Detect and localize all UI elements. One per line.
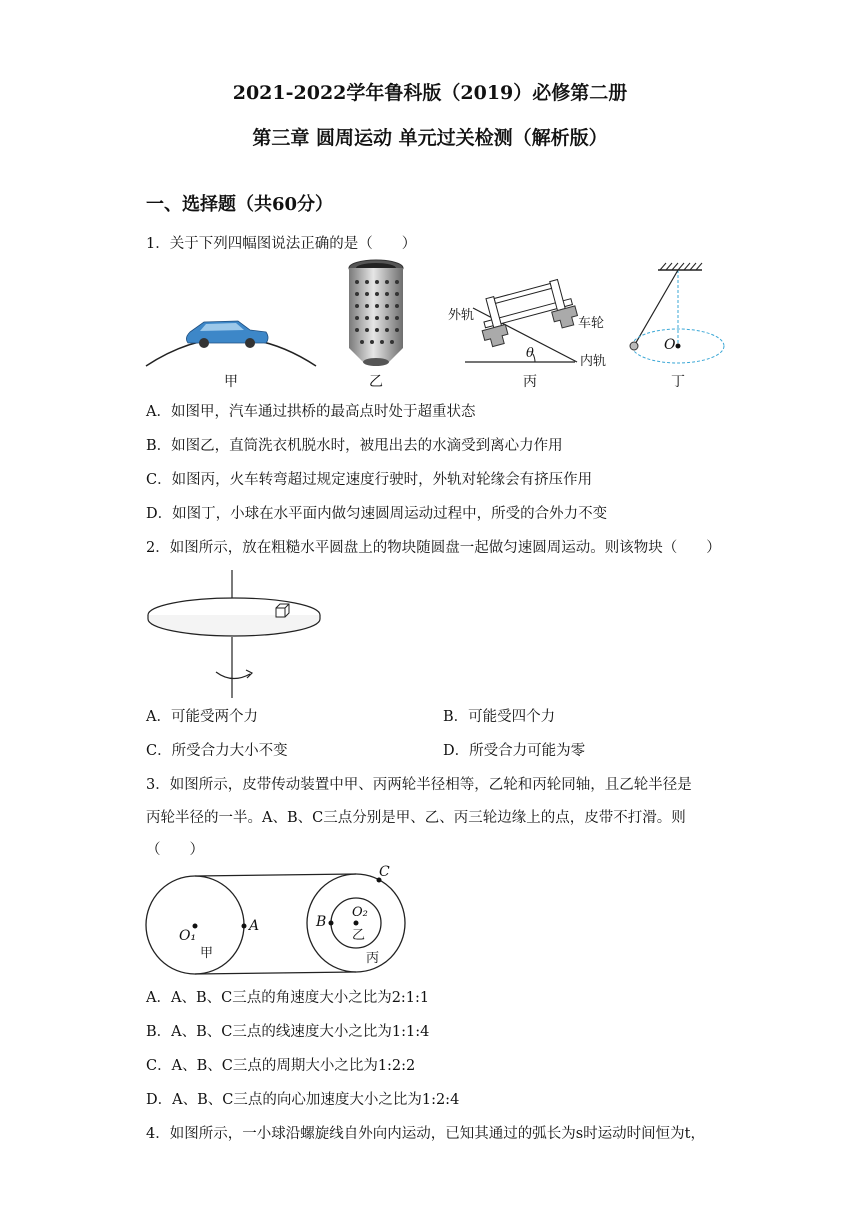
q2-option-a: A．可能受两个力 (146, 709, 258, 725)
document-title-line1: 2021-2022学年鲁科版（2019）必修第二册 (232, 82, 628, 104)
q2-option-b: B．可能受四个力 (443, 709, 556, 725)
q1-fig-label-wheel: 车轮 (578, 316, 605, 331)
q4-stem: 4．如图所示，一小球沿螺旋线自外向内运动，已知其通过的弧长为s时运动时间恒为t， (146, 1126, 705, 1142)
q2-stem: 2．如图所示，放在粗糙水平圆盘上的物块随圆盘一起做匀速圆周运动。则该物块（ ） (146, 540, 721, 556)
q3-fig-label-o1: O₁ (179, 928, 197, 944)
q1-fig-caption-bing: 丙 (523, 374, 537, 390)
q3-fig-label-jia: 甲 (200, 946, 214, 961)
q3-stem-line2: 丙轮半径的一半。A、B、C三点分别是甲、乙、丙三轮边缘上的点，皮带不打滑。则 (146, 810, 686, 826)
q3-figure-belt-drive (146, 866, 416, 986)
document-title-line2: 第三章 圆周运动 单元过关检测（解析版） (252, 127, 608, 149)
q1-fig-label-center-o: O (664, 337, 676, 353)
q1-fig-caption-jia: 甲 (224, 374, 238, 390)
q3-fig-label-yi: 乙 (352, 928, 366, 943)
q1-fig-label-theta: θ (526, 346, 534, 361)
q1-option-c: C．如图丙，火车转弯超过规定速度行驶时，外轨对轮缘会有挤压作用 (146, 472, 593, 488)
section-heading-multiple-choice: 一、选择题（共60分） (146, 194, 334, 215)
q1-fig-label-outer-rail: 外轨 (448, 308, 475, 323)
q3-stem-line1: 3．如图所示，皮带传动装置中甲、丙两轮半径相等，乙轮和丙轮同轴，且乙轮半径是 (146, 777, 692, 793)
q1-figure-conical-pendulum (628, 262, 728, 372)
q3-option-a: A．A、B、C三点的角速度大小之比为2:1:1 (146, 990, 430, 1006)
q2-option-d: D．所受合力可能为零 (443, 743, 586, 759)
q1-figure-car-bridge (146, 310, 316, 370)
q3-option-d: D．A、B、C三点的向心加速度大小之比为1:2:4 (146, 1092, 460, 1108)
q3-fig-label-c: C (379, 864, 390, 880)
q1-option-b: B．如图乙，直筒洗衣机脱水时，被甩出去的水滴受到离心力作用 (146, 438, 563, 454)
q1-stem: 1．关于下列四幅图说法正确的是（ ） (146, 236, 417, 252)
q1-fig-caption-yi: 乙 (369, 374, 383, 390)
q3-fig-label-b: B (316, 914, 327, 930)
q3-option-c: C．A、B、C三点的周期大小之比为1:2:2 (146, 1058, 416, 1074)
q1-option-d: D．如图丁，小球在水平面内做匀速圆周运动过程中，所受的合外力不变 (146, 506, 608, 522)
q3-fig-label-bing: 丙 (366, 951, 380, 966)
q1-figure-washer-drum (345, 258, 407, 368)
q2-figure-rotating-disk (146, 570, 326, 700)
q3-fig-label-a: A (249, 918, 260, 934)
q2-option-c: C．所受合力大小不变 (146, 743, 288, 759)
q1-option-a: A．如图甲，汽车通过拱桥的最高点时处于超重状态 (146, 404, 476, 420)
q1-fig-caption-ding: 丁 (671, 374, 685, 390)
q1-fig-label-inner-rail: 内轨 (580, 354, 607, 369)
q3-option-b: B．A、B、C三点的线速度大小之比为1:1:4 (146, 1024, 430, 1040)
q3-fig-label-o2: O₂ (352, 905, 368, 920)
q3-stem-line3: （ ） (146, 842, 204, 858)
